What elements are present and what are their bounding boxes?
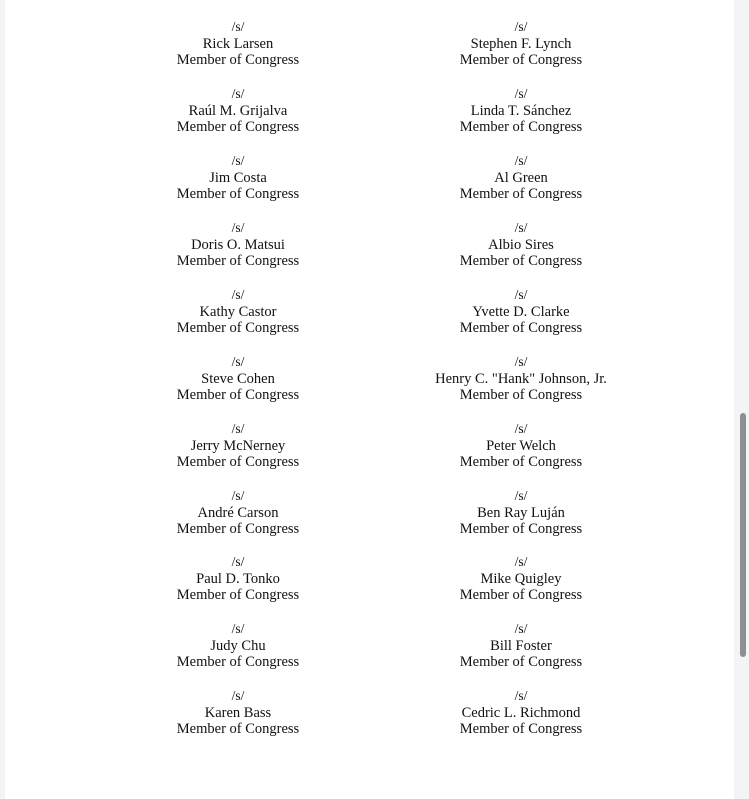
signature-mark: /s/: [514, 554, 528, 569]
signature-block: [371, 354, 671, 404]
signature-block: [371, 421, 671, 471]
signature-mark: /s/: [514, 153, 528, 168]
signature-block: [371, 19, 671, 69]
signatory-title: Member of Congress: [459, 454, 583, 471]
signatory-name: Steve Cohen: [201, 370, 275, 387]
signatory-title: Member of Congress: [459, 721, 583, 738]
signatory-name: Jim Costa: [209, 169, 267, 186]
signature-block: [88, 621, 388, 671]
signature-mark: /s/: [231, 554, 245, 569]
signature-block: [88, 554, 388, 604]
signatory-title: Member of Congress: [459, 654, 583, 671]
document-page: [5, 0, 734, 799]
signatory-name: Ben Ray Luján: [477, 504, 565, 521]
signatory-title: Member of Congress: [176, 521, 300, 538]
signatory-name: Rick Larsen: [202, 35, 274, 52]
signature-block: [371, 86, 671, 136]
signatory-title: Member of Congress: [176, 454, 300, 471]
signatory-name: Mike Quigley: [480, 570, 562, 587]
signatory-name: Judy Chu: [210, 637, 266, 654]
signature-block: [371, 153, 671, 203]
signature-mark: /s/: [514, 421, 528, 436]
scrollbar[interactable]: [737, 0, 749, 799]
signature-mark: /s/: [514, 287, 528, 302]
signature-block: [371, 220, 671, 270]
signature-block: [88, 86, 388, 136]
scrollbar-thumb[interactable]: [740, 413, 746, 657]
signatory-title: Member of Congress: [176, 654, 300, 671]
signatory-title: Member of Congress: [176, 587, 300, 604]
signatory-title: Member of Congress: [459, 587, 583, 604]
signatory-title: Member of Congress: [459, 521, 583, 538]
signatory-title: Member of Congress: [176, 186, 300, 203]
signature-mark: /s/: [231, 19, 245, 34]
signatory-name: Stephen F. Lynch: [470, 35, 572, 52]
signatory-title: Member of Congress: [176, 52, 300, 69]
signatory-title: Member of Congress: [459, 119, 583, 136]
signatory-name: Bill Foster: [490, 637, 552, 654]
signatory-title: Member of Congress: [459, 320, 583, 337]
signature-block: [88, 287, 388, 337]
signatory-name: Linda T. Sánchez: [470, 102, 572, 119]
signatory-title: Member of Congress: [176, 253, 300, 270]
signature-mark: /s/: [514, 688, 528, 703]
signature-block: [371, 688, 671, 738]
signature-mark: /s/: [231, 688, 245, 703]
signatory-name: Doris O. Matsui: [191, 236, 285, 253]
signatory-title: Member of Congress: [176, 119, 300, 136]
signature-mark: /s/: [231, 621, 245, 636]
signatory-name: Albio Sires: [488, 236, 554, 253]
signatory-name: Karen Bass: [204, 704, 272, 721]
signature-block: [88, 220, 388, 270]
signatory-title: Member of Congress: [459, 52, 583, 69]
signature-block: [371, 287, 671, 337]
signatory-name: Cedric L. Richmond: [461, 704, 581, 721]
signatory-name: Yvette D. Clarke: [472, 303, 570, 320]
signature-mark: /s/: [231, 354, 245, 369]
signatory-title: Member of Congress: [176, 387, 300, 404]
signature-mark: /s/: [231, 488, 245, 503]
signatory-name: André Carson: [197, 504, 279, 521]
signatory-name: Henry C. "Hank" Johnson, Jr.: [435, 370, 607, 387]
signature-mark: /s/: [514, 220, 528, 235]
signatory-title: Member of Congress: [459, 253, 583, 270]
signature-block: [371, 621, 671, 671]
signature-block: [88, 153, 388, 203]
signature-mark: /s/: [231, 86, 245, 101]
signatory-title: Member of Congress: [459, 387, 583, 404]
signature-mark: /s/: [514, 621, 528, 636]
signatory-name: Paul D. Tonko: [196, 570, 280, 587]
signatory-name: Peter Welch: [486, 437, 556, 454]
signatory-name: Raúl M. Grijalva: [188, 102, 288, 119]
signature-block: [88, 19, 388, 69]
signature-mark: /s/: [231, 287, 245, 302]
signatory-name: Kathy Castor: [199, 303, 277, 320]
signature-block: [88, 354, 388, 404]
signatory-name: Jerry McNerney: [190, 437, 286, 454]
signature-mark: /s/: [514, 354, 528, 369]
signature-block: [371, 488, 671, 538]
signatory-title: Member of Congress: [176, 721, 300, 738]
signatory-title: Member of Congress: [459, 186, 583, 203]
signature-block: [88, 421, 388, 471]
signature-mark: /s/: [514, 86, 528, 101]
signature-mark: /s/: [514, 19, 528, 34]
signature-block: [371, 554, 671, 604]
signature-block: [88, 488, 388, 538]
signature-mark: /s/: [231, 153, 245, 168]
signature-mark: /s/: [231, 220, 245, 235]
signature-block: [88, 688, 388, 738]
signatory-title: Member of Congress: [176, 320, 300, 337]
signature-mark: /s/: [231, 421, 245, 436]
signature-mark: /s/: [514, 488, 528, 503]
signatory-name: Al Green: [494, 169, 548, 186]
